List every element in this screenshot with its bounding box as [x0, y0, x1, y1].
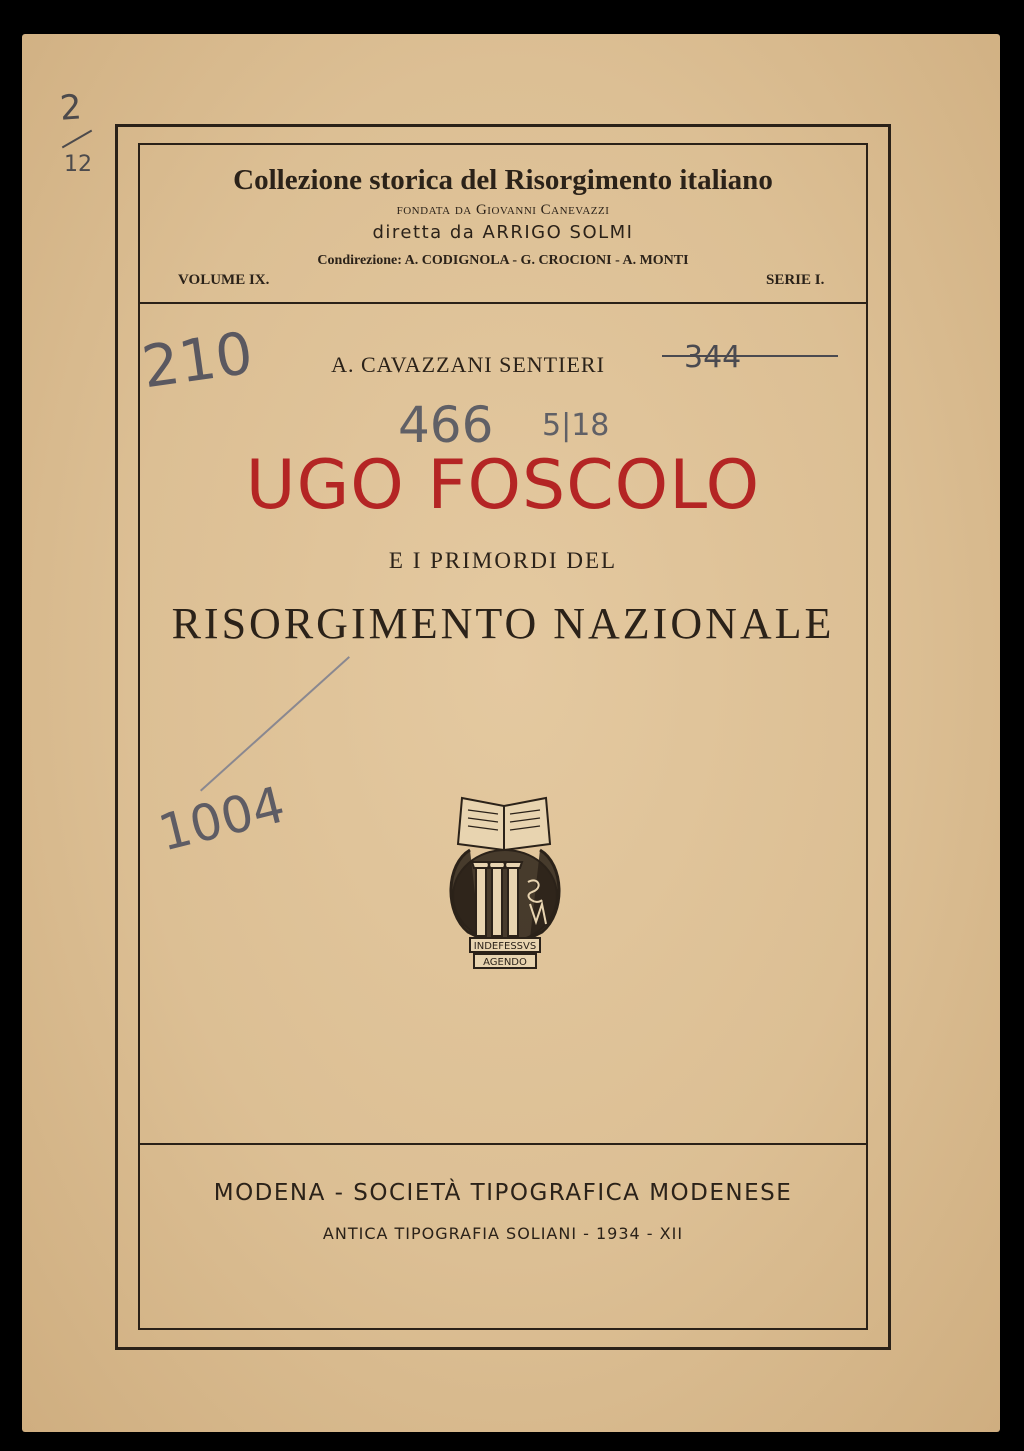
subtitle-line-1: E I PRIMORDI DEL [388, 548, 618, 573]
handwritten-center-number: 466 [398, 396, 494, 454]
handwritten-struck-number: 344 [684, 340, 742, 375]
series-label: SERIE I. [766, 272, 825, 288]
author-name: A. CAVAZZANI SENTIERI [331, 352, 605, 377]
collection-title: Collezione storica del Risorgimento italiano [233, 164, 773, 196]
founded-by: fondata da Giovanni Canevazzi [396, 202, 610, 218]
header-divider [138, 302, 868, 304]
strike-through-line [662, 355, 838, 357]
book-title: UGO FOSCOLO [245, 446, 761, 525]
subtitle-line-2: RISORGIMENTO NAZIONALE [171, 599, 835, 648]
codirection: Condirezione: A. CODIGNOLA - G. CROCIONI - A. MONTI [317, 253, 689, 268]
handwritten-left-number: 210 [137, 318, 257, 402]
handwritten-lower-left: 1004 [152, 775, 291, 863]
svg-text:INDEFESSVS: INDEFESSVS [473, 941, 537, 952]
volume-label: VOLUME IX. [178, 272, 270, 288]
handwritten-corner-top: 2 [58, 87, 84, 129]
directed-by: diretta da ARRIGO SOLMI [372, 222, 634, 243]
footer-divider [138, 1143, 868, 1145]
publisher-line-1: MODENA - SOCIETÀ TIPOGRAFICA MODENESE [213, 1180, 793, 1206]
handwritten-corner-bottom: 12 [64, 152, 92, 177]
handwritten-right-number: 5|18 [542, 408, 610, 443]
publisher-line-2: ANTICA TIPOGRAFIA SOLIANI - 1934 - XII [322, 1224, 684, 1243]
svg-text:AGENDO: AGENDO [483, 957, 527, 968]
printers-device-emblem [440, 792, 570, 974]
